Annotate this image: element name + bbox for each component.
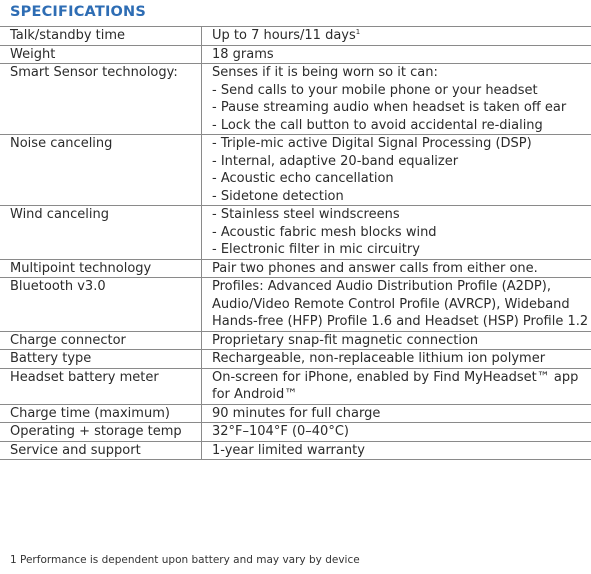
spec-value-line: Rechargeable, non-replaceable lithium ion polymer	[212, 351, 546, 366]
spec-value-line: - Stainless steel windscreens	[212, 207, 400, 222]
spec-value-line: - Acoustic echo cancellation	[212, 171, 394, 186]
spec-row-battery-meter	[0, 368, 591, 404]
spec-row-charge-time	[0, 404, 591, 423]
spec-value-line: - Pause streaming audio when headset is taken off ear	[212, 100, 567, 115]
spec-label: Bluetooth v3.0	[0, 278, 202, 332]
spec-value	[202, 27, 591, 46]
section-heading: SPECIFICATIONS	[10, 4, 147, 20]
spec-value-line: Profiles: Advanced Audio Distribution Profile (A2DP),	[212, 279, 551, 294]
footnote-marker: 1	[355, 28, 361, 36]
spec-row-smart-sensor	[0, 64, 591, 135]
spec-row-noise-canceling	[0, 135, 591, 206]
spec-label: Talk/standby time	[0, 27, 202, 46]
spec-row-service-support	[0, 441, 591, 460]
spec-row-weight	[0, 45, 591, 64]
spec-row-talk-standby	[0, 27, 591, 46]
spec-value	[202, 441, 591, 460]
spec-value-line: 90 minutes for full charge	[212, 405, 381, 421]
spec-row-wind-canceling	[0, 206, 591, 260]
spec-label: Battery type	[0, 350, 202, 369]
spec-value-line: Senses if it is being worn so it can:	[212, 65, 438, 80]
spec-value-line: 18 grams	[212, 46, 274, 62]
spec-row-battery-type	[0, 350, 591, 369]
spec-value	[202, 259, 591, 278]
spec-value-line: - Internal, adaptive 20-band equalizer	[212, 153, 459, 169]
spec-value-line: - Lock the call button to avoid accidental re-dialing	[212, 117, 543, 133]
spec-value-line: Audio/Video Remote Control Profile (AVRCP), Wideband	[212, 296, 570, 312]
spec-label: Smart Sensor technology:	[0, 64, 202, 135]
spec-value-line: for Android™	[212, 387, 298, 402]
spec-row-multipoint	[0, 259, 591, 278]
spec-label: Wind canceling	[0, 206, 202, 260]
spec-label: Charge time (maximum)	[0, 404, 202, 423]
spec-label: Headset battery meter	[0, 368, 202, 404]
spec-value-line: On-screen for iPhone, enabled by Find MyHeadset™ app	[212, 369, 579, 385]
footnote: 1 Performance is dependent upon battery and may vary by device	[10, 554, 360, 566]
spec-value	[202, 350, 591, 369]
spec-value	[202, 331, 591, 350]
spec-value	[202, 278, 591, 332]
spec-value	[202, 423, 591, 442]
spec-value-line: - Sidetone detection	[212, 188, 344, 204]
specifications-table	[0, 26, 591, 460]
spec-row-charge-connector	[0, 331, 591, 350]
spec-value-line: - Triple-mic active Digital Signal Processing (DSP)	[212, 136, 532, 151]
spec-value-line: - Electronic filter in mic circuitry	[212, 242, 420, 257]
spec-value	[202, 64, 591, 135]
spec-value-line: - Acoustic fabric mesh blocks wind	[212, 224, 437, 240]
spec-label: Noise canceling	[0, 135, 202, 206]
spec-value-line: 32°F–104°F (0–40°C)	[212, 424, 349, 439]
spec-value	[202, 45, 591, 64]
spec-value-line: - Send calls to your mobile phone or your headset	[212, 82, 538, 98]
spec-label: Weight	[0, 45, 202, 64]
spec-label: Charge connector	[0, 331, 202, 350]
spec-value-line: 1-year limited warranty	[212, 442, 365, 458]
spec-value-line: Hands-free (HFP) Profile 1.6 and Headset (HSP) Profile 1.2	[212, 314, 589, 329]
spec-value-line: Up to 7 hours/11 days	[212, 28, 356, 43]
spec-value-line: Pair two phones and answer calls from either one.	[212, 260, 538, 276]
spec-row-operating-temp	[0, 423, 591, 442]
spec-row-bluetooth	[0, 278, 591, 332]
spec-value	[202, 368, 591, 404]
spec-value	[202, 135, 591, 206]
spec-value	[202, 404, 591, 423]
spec-value-line: Proprietary snap-fit magnetic connection	[212, 332, 479, 348]
spec-label: Service and support	[0, 441, 202, 460]
spec-label: Operating + storage temp	[0, 423, 202, 442]
spec-value	[202, 206, 591, 260]
spec-label: Multipoint technology	[0, 259, 202, 278]
